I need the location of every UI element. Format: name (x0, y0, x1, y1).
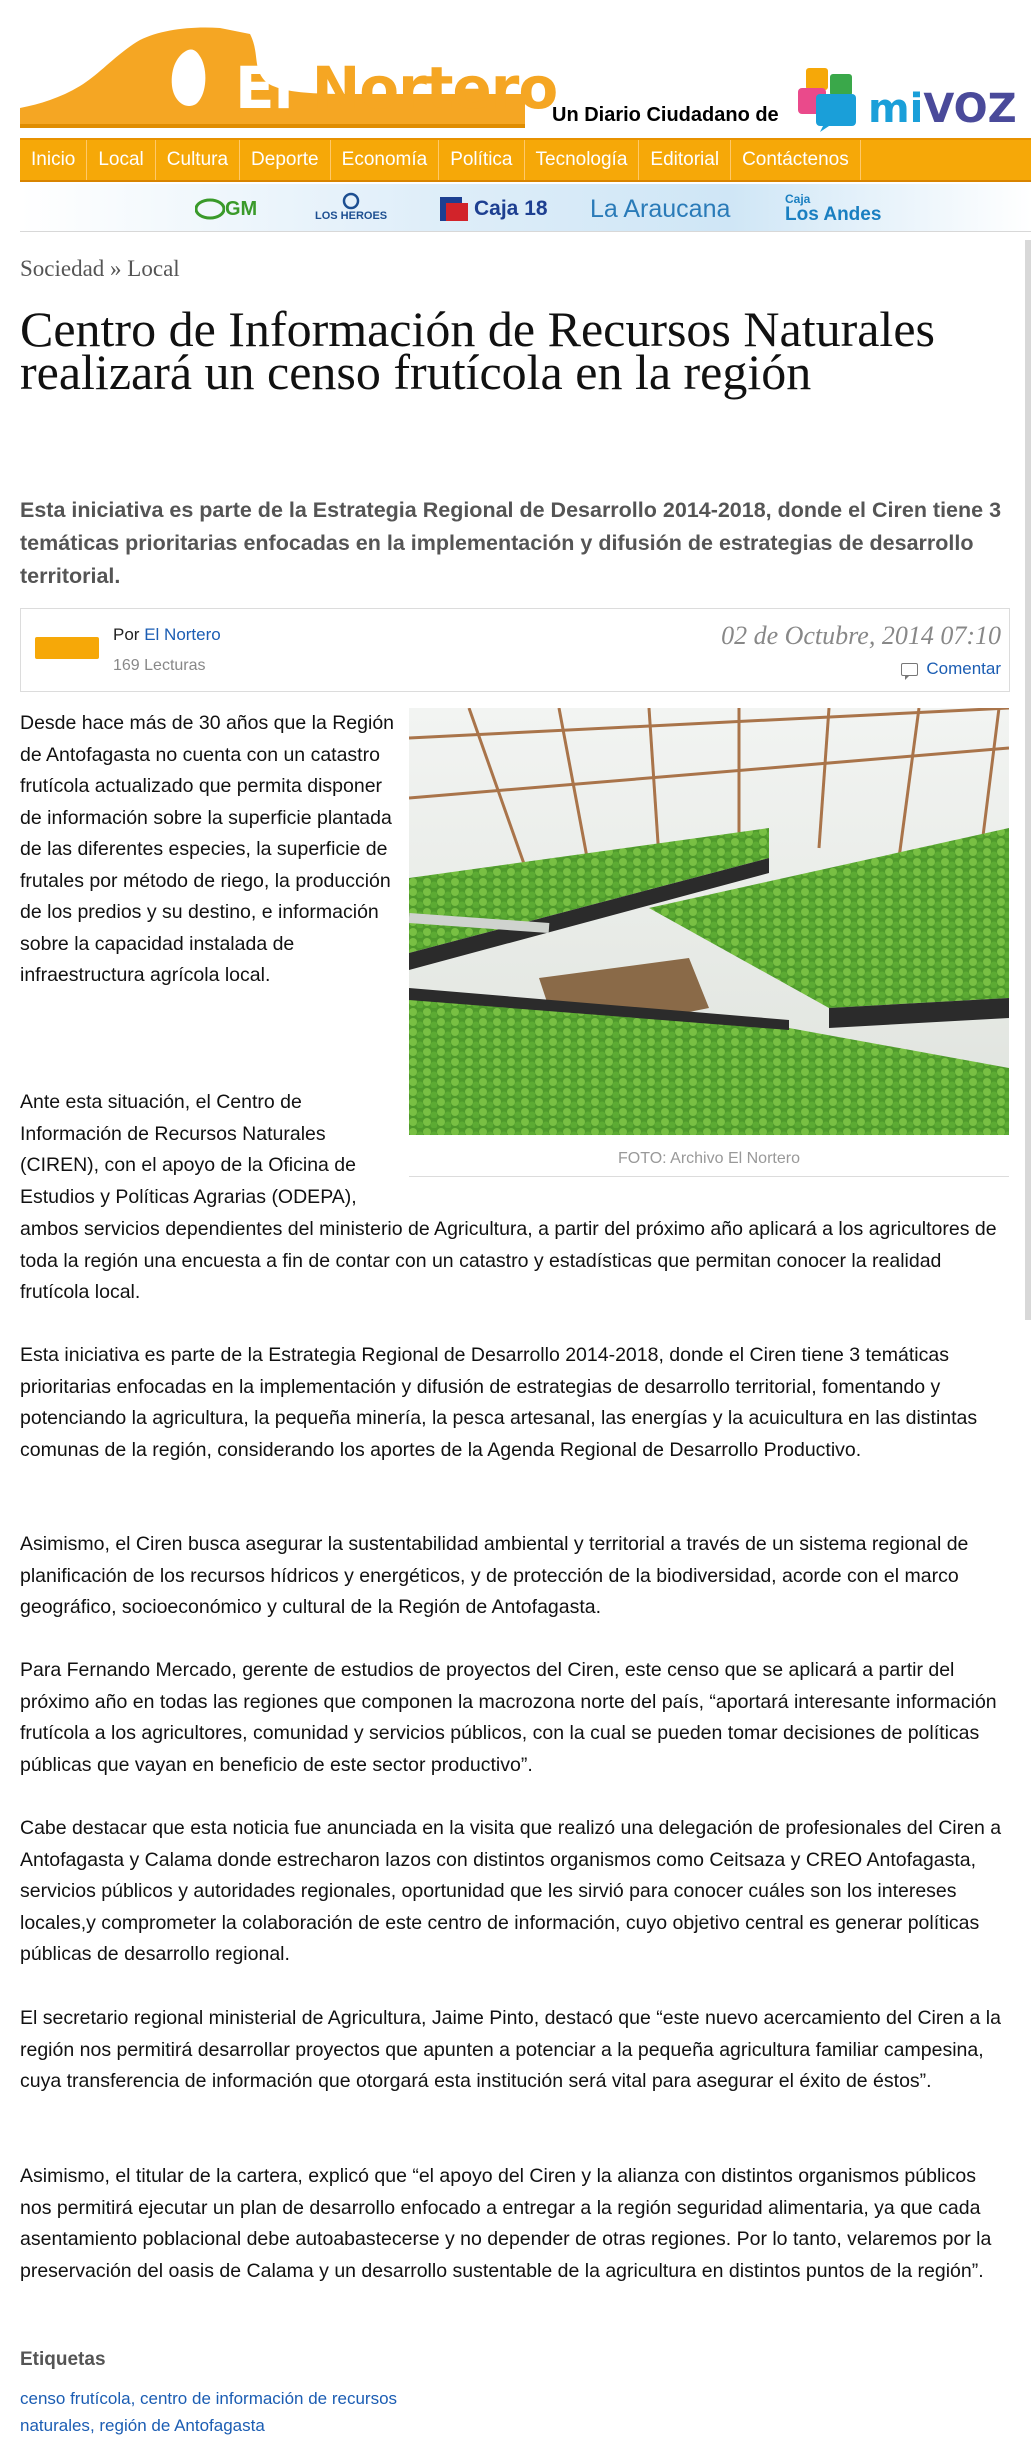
header-slogan: Un Diario Ciudadano de (552, 104, 779, 126)
article-paragraph-7: El secretario regional ministerial de Agricultura, Jaime Pinto, destacó que “este nuevo acercamiento del Ciren a la región nos permitirá desarrollar proyectos que apunten a potenciar a la pequeña agricultura familiar campesina, cuya transferencia de información que otorgará esta institución será vital para asegurar el éxito de éstos”. (20, 2007, 1001, 2092)
byline-prefix: Por (113, 625, 140, 644)
nav-item-cultura[interactable]: Cultura (156, 140, 240, 180)
article-paragraph-1: Desde hace más de 30 años que la Región de Antofagasta no cuenta con un catastro frutícola actualizado que permita disponer de información sobre la superficie plantada de las diferentes especies, la superficie de frutales por método de riego, la producción de los predios y su destino, e información sobre la capacidad instalada de infraestructura agrícola local. (20, 712, 395, 986)
nav-item-local[interactable]: Local (87, 140, 155, 180)
mivoz-voz: VOZ (923, 86, 1017, 132)
sponsor-la-araucana-label: La Araucana (590, 194, 731, 223)
author-link[interactable]: El Nortero (144, 625, 221, 644)
nav-item-editorial[interactable]: Editorial (639, 140, 731, 180)
breadcrumb[interactable]: Sociedad » Local (20, 256, 180, 281)
article-paragraph-4: Asimismo, el Ciren busca asegurar la sustentabilidad ambiental y territorial a través de un sistema regional de planificación de los recursos hídricos y energéticos, y de protección de la biodiversidad, acorde con el marco geográfico, socioeconómico y cultural de la Región de Antofagasta. (20, 1533, 969, 1618)
gm-leaf-icon (195, 196, 225, 222)
logo-nortero: Nortero (311, 54, 558, 122)
sponsor-los-andes-logo[interactable] (785, 192, 881, 226)
sponsor-la-araucana-logo[interactable] (590, 192, 730, 226)
nav-item-deporte[interactable]: Deporte (240, 140, 331, 180)
article-title: Centro de Información de Recursos Naturales realizará un censo frutícola en la región (20, 301, 935, 400)
site-header (20, 24, 1025, 132)
sponsor-los-andes-label-1: Caja (785, 192, 811, 206)
article-photo[interactable] (409, 708, 1009, 1135)
photo-caption: FOTO: Archivo El Nortero (409, 1150, 1009, 1177)
tags-heading: Etiquetas (20, 2349, 106, 2370)
tags-list (20, 2385, 440, 2439)
article-paragraph-8: Asimismo, el titular de la cartera, explicó que “el apoyo del Ciren y la alianza con distintos organismos públicos nos permitirá ejecutar un plan de desarrollo enfocado a entregar a la región seguridad alimentaria, ya que cada asentamiento poblacional debe autoabastecerse y no depender de otras regiones. Por lo tanto, velaremos por la preservación del oasis de Calama y un desarrollo sustentable de la agricultura en distintos puntos de la región”. (20, 2165, 992, 2282)
article-paragraph-2a: Ante esta situación, el Centro de Información de Recursos Naturales (CIREN), con el apoyo de la Oficina de Estudios y Políticas Agrarias (ODEPA), (20, 1091, 357, 1208)
tag-separator: , (130, 2389, 141, 2408)
sponsor-los-heroes-label: LOS HEROES (315, 210, 388, 222)
tag-separator: , (89, 2416, 100, 2435)
article-paragraph-3: Esta iniciativa es parte de la Estrategia Regional de Desarrollo 2014-2018, donde el Ciren tiene 3 temáticas prioritarias enfocadas en la implementación y difusión de estrategias de desarrollo territorial, fomentando y potenciando la agricultura, la pequeña minería, la pesca artesanal, las energías y la acuicultura en las distintas comunas de la región, considerando los aportes de la Agenda Regional de Desarrollo Productivo. (20, 1344, 978, 1461)
sponsor-los-heroes-logo[interactable] (315, 192, 387, 226)
author-avatar (35, 637, 99, 659)
mivoz-wordmark[interactable] (868, 86, 1017, 132)
sidebar-edge (1025, 240, 1031, 1320)
sponsor-los-andes-label-2: Los Andes (785, 204, 882, 225)
read-count: 169 Lecturas (113, 657, 206, 674)
sponsor-caja18-logo[interactable] (440, 192, 548, 226)
nav-item-tecnologia[interactable]: Tecnología (525, 140, 640, 180)
article-paragraph-5: Para Fernando Mercado, gerente de estudios de proyectos del Ciren, este censo que se aplicará a partir del próximo año en todas las regiones que componen la macrozona norte del país, “aportará interesante información frutícola a los agricultores, comunidad y servicios públicos, con la cual se pueden tomar decisiones de políticas públicas que vayan en beneficio de este sector productivo”. (20, 1659, 997, 1776)
sponsor-gm-logo[interactable] (195, 192, 257, 226)
article-subtitle: Esta iniciativa es parte de la Estrategia Regional de Desarrollo 2014-2018, donde el Ciren tiene 3 temáticas prioritarias enfocadas en la implementación y difusión de estrategias de desarrollo territorial. (20, 498, 1002, 588)
los-heroes-emblem-icon (340, 192, 362, 210)
logo-wordmark (235, 54, 557, 122)
nav-item-politica[interactable]: Política (439, 140, 524, 180)
byline (113, 625, 221, 645)
comment-label: Comentar (926, 659, 1001, 678)
article-paragraph-6: Cabe destacar que esta noticia fue anunciada en la visita que realizó una delegación de profesionales del Ciren a Antofagasta y Calama donde estrecharon lazos con distintos organismos como Ceitsaza y CREO Antofagasta, servicios públicos y autoridades regionales, oportunidad que les sirvió para conocer cuáles son los intereses locales,y comprometer la colaboración de este centro de información, cuyo objetivo central es generar políticas públicas de desarrollo regional. (20, 1817, 1002, 1965)
nav-item-contactenos[interactable]: Contáctenos (731, 140, 861, 180)
nav-item-economia[interactable]: Economía (331, 140, 440, 180)
publish-date: 02 de Octubre, 2014 07:10 (721, 621, 1001, 650)
comment-button[interactable] (901, 659, 1001, 679)
article-paragraph-2b: ambos servicios dependientes del ministerio de Agricultura, a partir del próximo año aplicará a los agricultores de toda la región una encuesta a fin de contar con un catastro y estadísticas que permitan conocer la realidad frutícola local. (20, 1218, 997, 1303)
sponsor-bar (20, 184, 1031, 232)
main-nav (20, 138, 1031, 182)
sponsor-gm-label: GM (225, 197, 258, 220)
caja18-emblem-icon (440, 195, 470, 223)
tag-link[interactable]: censo frutícola (20, 2389, 131, 2408)
logo-el: El (235, 54, 293, 122)
comment-icon (901, 663, 918, 676)
tag-link[interactable]: centro de información de recursos naturales (20, 2389, 398, 2435)
mivoz-mi: mi (868, 86, 924, 132)
tag-link[interactable]: región de Antofagasta (99, 2416, 265, 2435)
nav-item-inicio[interactable]: Inicio (20, 140, 87, 180)
article-meta (20, 608, 1010, 692)
sponsor-caja18-label: Caja 18 (474, 197, 548, 220)
